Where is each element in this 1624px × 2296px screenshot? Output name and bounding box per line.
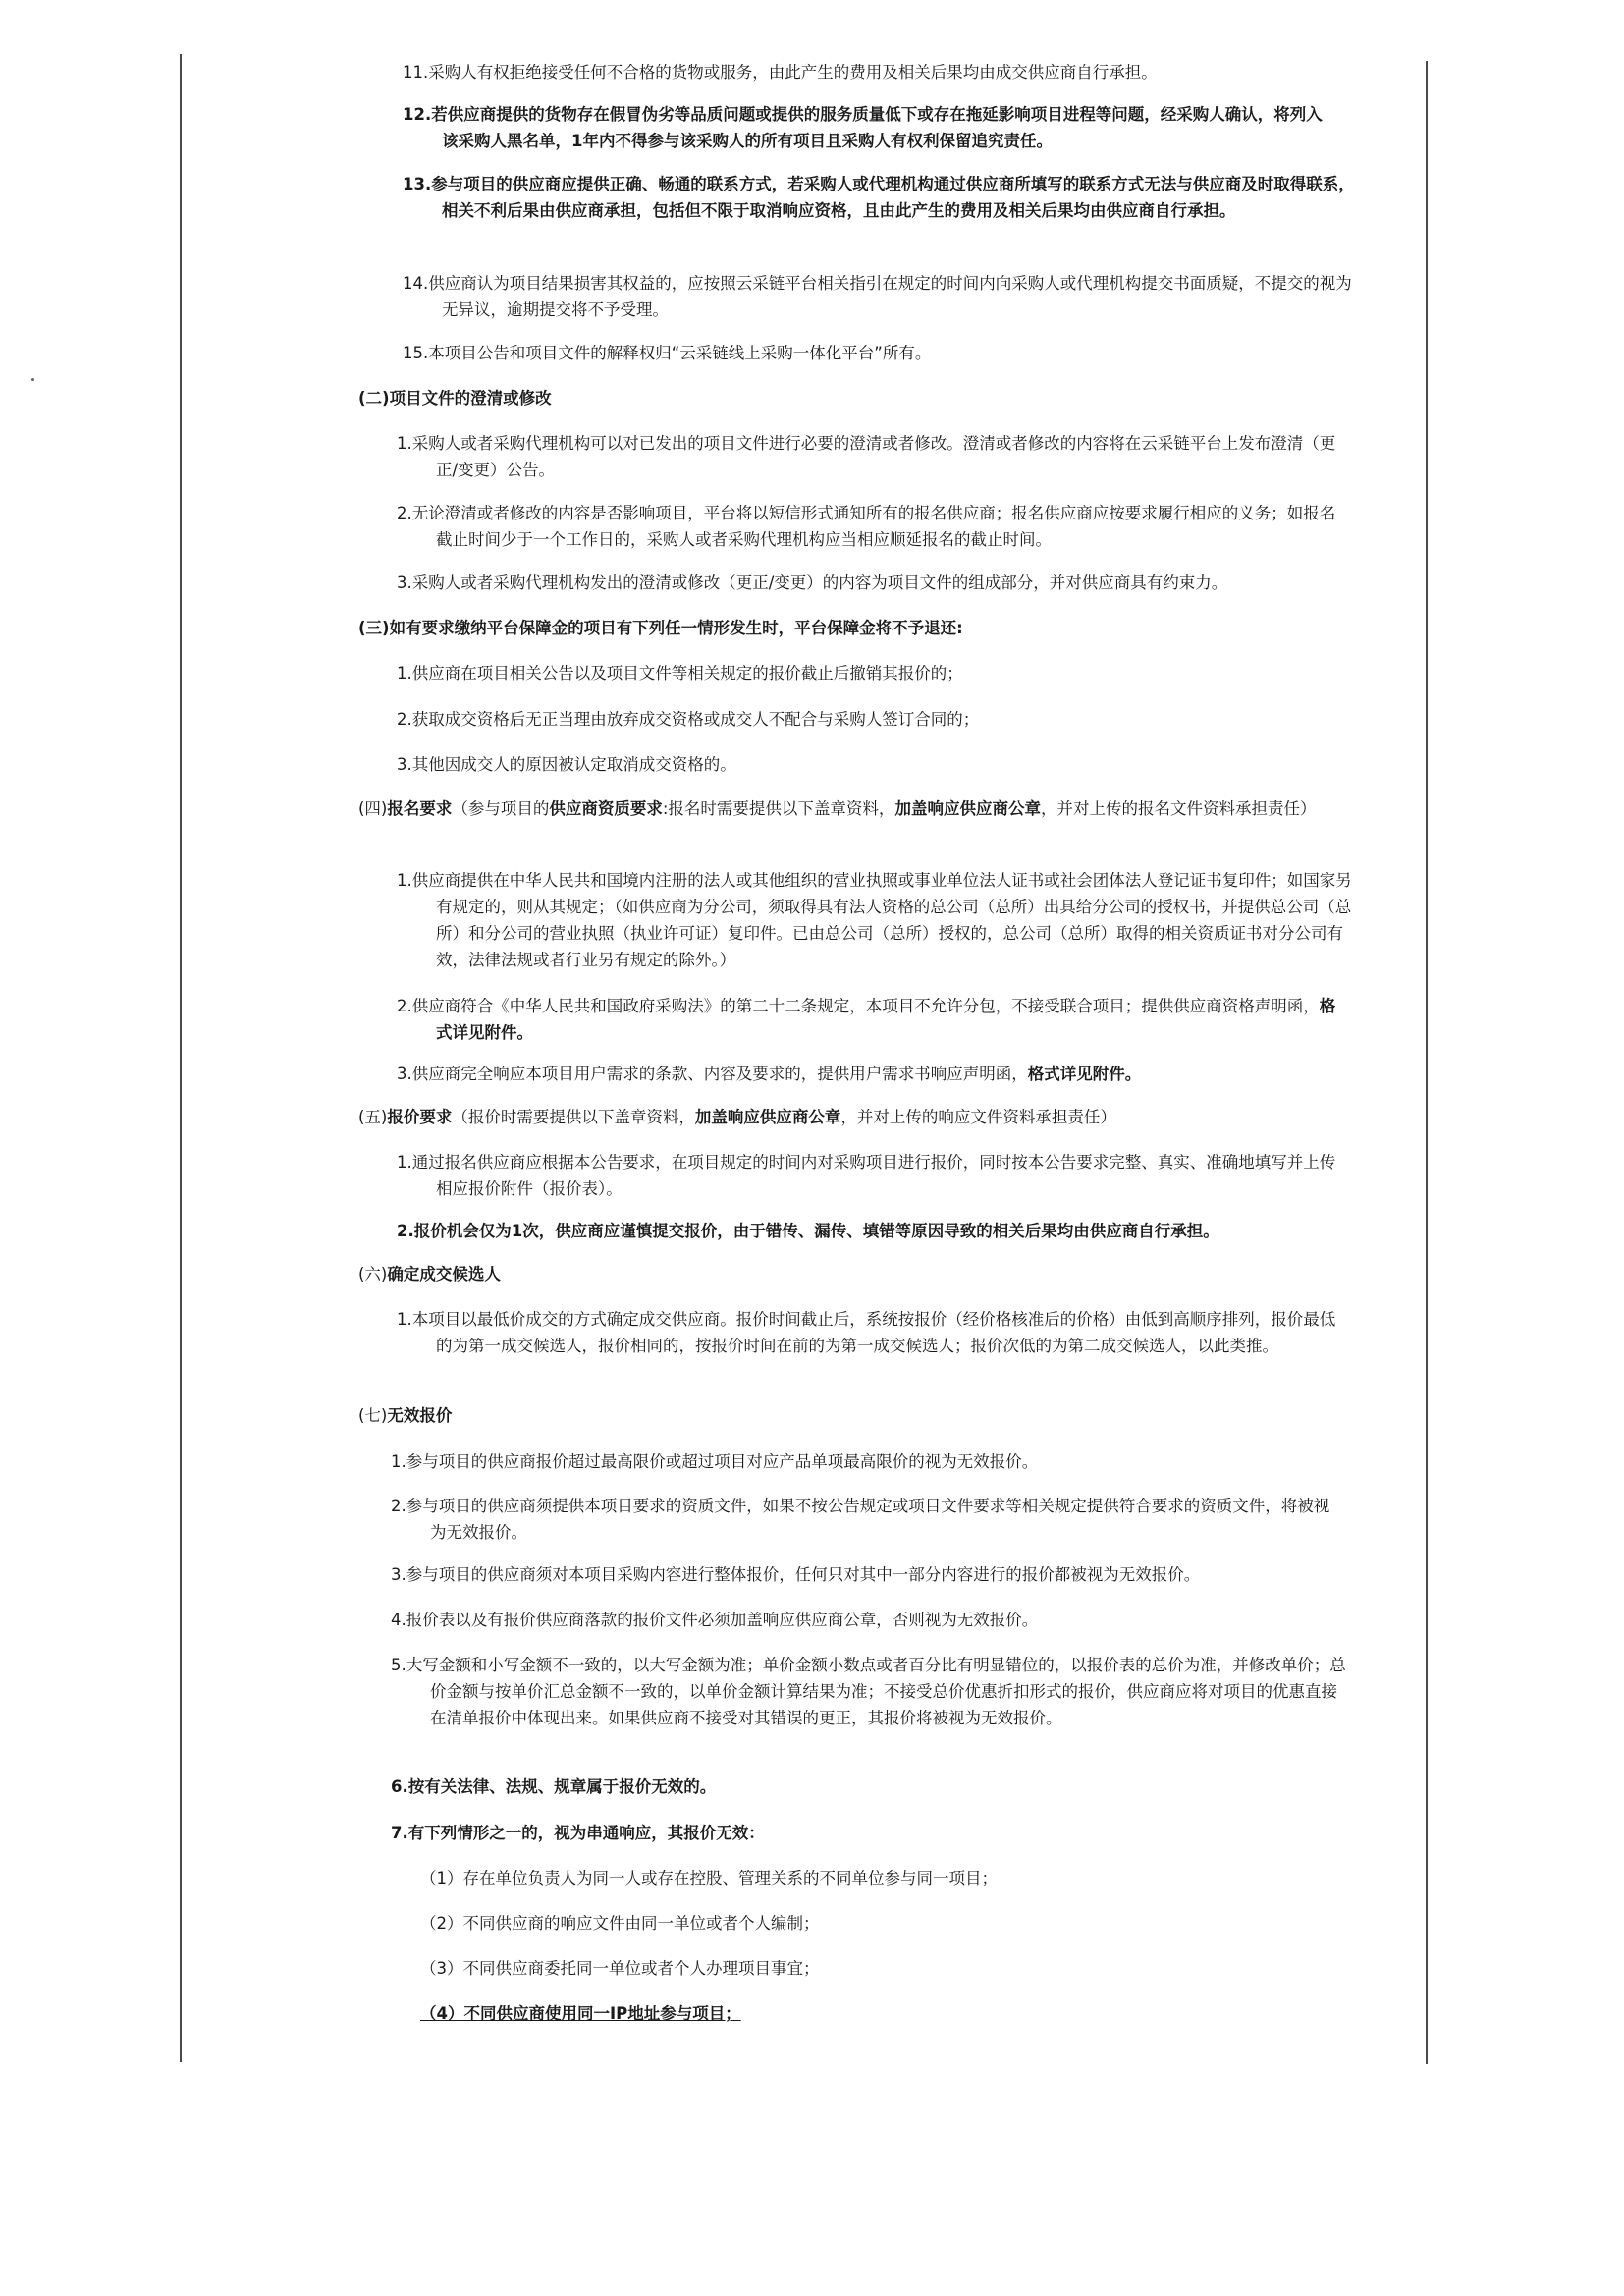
general-item-14 (403, 270, 1355, 323)
section-7-heading (358, 1402, 1242, 1429)
s7-item-5 (391, 1652, 1348, 1731)
s7-sub-item-2: （2）不同供应商的响应文件由同一单位或者个人编制； (420, 1914, 820, 1933)
s7-item-2 (391, 1493, 1343, 1546)
item-number: 12. (403, 105, 432, 124)
item-number: 2. (391, 1497, 406, 1515)
item-number: 11. (403, 63, 429, 82)
item-number: 13. (403, 175, 432, 193)
item-text: 大写金额和小写金额不一致的，以大写金额为准；单价金额小数点或者百分比有明显错位的，以报价表的总价为准，并修改单价；总价金额与按单价汇总金额不一致的，以单价金额计算结果为准；不接受总价优惠折扣形式的报价，供应商应将对项目的优惠直接在清单报价中体现出来。如果供应商不接受对其错误的更正，其报价将被视为无效报价。 (406, 1656, 1346, 1727)
s7-sub-item-1: （1）存在单位负责人为同一人或存在控股、管理关系的不同单位参与同一项目； (420, 1869, 998, 1887)
s7-item-4 (391, 1607, 1314, 1633)
section-label: (六) (358, 1265, 388, 1284)
item-number: 1. (397, 434, 412, 453)
item-number: 1. (397, 871, 412, 890)
section-4-heading (358, 795, 1338, 822)
item-text: 供应商提供在中华人民共和国境内注册的法人或其他组织的营业执照或事业单位法人证书或社会团体法人登记证书复印件；如国家另有规定的，则从其规定；（如供应商为分公司，须取得具有法人资格的总公司（总所）出具给分公司的授权书，并提供总公司（总所）和分公司的营业执照（执业许可证）复印件。已由总公司（总所）授权的，总公司（总所）取得的相关资质证书对分公司有效，法律法规或者行业另有规定的除外。） (411, 871, 1352, 969)
item-text: 供应商在项目相关公告以及项目文件等相关规定的报价截止后撤销其报价的； (411, 664, 963, 683)
item-text: 供应商认为项目结果损害其权益的，应按照云采链平台相关指引在规定的时间内向采购人或代理机构提交书面质疑，不提交的视为无异议，逾期提交将不予受理。 (428, 274, 1352, 319)
general-item-15 (403, 340, 1316, 366)
section-3-heading: (三)如有要求缴纳平台保障金的项目有下列任一情形发生时，平台保障金将不予退还: (358, 619, 963, 637)
item-text: 参与项目的供应商须提供本项目要求的资质文件，如果不按公告规定或项目文件要求等相关规定提供符合要求的资质文件，将被视为无效报价。 (406, 1497, 1330, 1542)
item-bold-text: 格式详见附件。 (1027, 1065, 1142, 1083)
item-number: 2. (397, 504, 412, 522)
s4-item-1 (397, 867, 1354, 973)
item-text: 无论澄清或者修改的内容是否影响项目，平台将以短信形式通知所有的报名供应商；报名供应商应按要求履行相应的义务；如报名截止时间少于一个工作日的，采购人或者采购代理机构应当相应顺延报名的截止时间。 (411, 504, 1336, 549)
item-number: 1. (397, 1153, 412, 1172)
general-item-13 (403, 171, 1355, 224)
general-item-11 (403, 59, 1335, 85)
s7-item-6: 6.按有关法律、法规、规章属于报价无效的。 (391, 1777, 717, 1796)
item-number: 1. (391, 1452, 406, 1471)
item-text: 采购人或者采购代理机构可以对已发出的项目文件进行必要的澄清或者修改。澄清或者修改的内容将在云采链平台上发布澄清（更正/变更）公告。 (411, 434, 1336, 479)
item-number: 1. (397, 664, 412, 683)
s2-item-2 (397, 500, 1339, 553)
item-number: 5. (391, 1656, 406, 1674)
section-title: 报名要求 (387, 799, 453, 818)
s3-item-1 (397, 660, 1300, 686)
item-text: 报价表以及有报价供应商落款的报价文件必须加盖响应供应商公章，否则视为无效报价。 (406, 1611, 1039, 1629)
s5-item-2 (397, 1218, 1339, 1244)
item-text: 供应商符合《中华人民共和国政府采购法》的第二十二条规定，本项目不允许分包，不接受联合项目；提供供应商资格声明函， (411, 997, 1320, 1015)
section-2-heading: (二)项目文件的澄清或修改 (358, 389, 552, 408)
item-number: 3. (397, 574, 412, 592)
item-text: 本项目公告和项目文件的解释权归“云采链线上采购一体化平台”所有。 (428, 344, 932, 362)
s2-item-1 (397, 430, 1339, 483)
item-text: 其他因成交人的原因被认定取消成交资格的。 (411, 755, 736, 774)
s3-item-2 (397, 706, 1300, 733)
item-number: 3. (397, 1065, 412, 1083)
s7-item-3 (391, 1561, 1324, 1588)
item-text: 报价机会仅为1次，供应商应谨慎提交报价，由于错传、漏传、填错等原因导致的相关后果均由供应商自行承担。 (413, 1222, 1219, 1240)
s7-sub-item-4: （4）不同供应商使用同一IP地址参与项目； (420, 2004, 741, 2023)
item-number: 4. (391, 1611, 406, 1629)
s4-item-3 (397, 1061, 1329, 1087)
s2-item-3 (397, 570, 1329, 596)
item-number: 2. (397, 1222, 414, 1240)
item-text: 采购人或者采购代理机构发出的澄清或修改（更正/变更）的内容为项目文件的组成部分，并对供应商具有约束力。 (411, 574, 1228, 592)
intro-text: :报名时需要提供以下盖章资料， (662, 799, 895, 818)
item-text: 参与项目的供应商报价超过最高限价或超过项目对应产品单项最高限价的视为无效报价。 (406, 1452, 1039, 1471)
item-number: 3. (391, 1565, 406, 1584)
item-number: 3. (397, 755, 412, 774)
item-bold-text: 格式详见附件。 (436, 997, 1336, 1042)
item-number: 2. (397, 710, 412, 729)
intro-text: （参与项目的 (452, 799, 550, 818)
section-label: (四) (358, 799, 388, 818)
intro-text: ，并对上传的响应文件资料承担责任） (840, 1108, 1116, 1126)
item-text: 本项目以最低价成交的方式确定成交供应商。报价时间截止后，系统按报价（经价格核准后的价格）由低到高顺序排列，报价最低的为第一成交候选人，报价相同的，按报价时间在前的为第一成交候选人；报价次低的为第二成交候选人，以此类推。 (411, 1310, 1336, 1355)
s7-item-7: 7.有下列情形之一的，视为串通响应，其报价无效： (391, 1824, 765, 1842)
item-text: 供应商完全响应本项目用户需求的条款、内容及要求的，提供用户需求书响应声明函， (411, 1065, 1028, 1083)
intro-text: （报价时需要提供以下盖章资料， (452, 1108, 695, 1126)
item-number: 1. (397, 1310, 412, 1329)
section-title: 确定成交候选人 (387, 1265, 501, 1284)
item-text: 若供应商提供的货物存在假冒伪劣等品质问题或提供的服务质量低下或存在拖延影响项目进程等问题，经采购人确认，将列入该采购人黑名单，1年内不得参与该采购人的所有项目且采购人有权利保留追究责任。 (431, 105, 1323, 150)
item-number: 14. (403, 274, 429, 293)
section-title: 无效报价 (387, 1406, 453, 1425)
general-item-12 (403, 101, 1330, 154)
intro-bold: 供应商资质要求 (549, 799, 663, 818)
s6-item-1 (397, 1306, 1349, 1359)
s5-item-1 (397, 1149, 1344, 1202)
item-text: 参与项目的供应商应提供正确、畅通的联系方式，若采购人或代理机构通过供应商所填写的联系方式无法与供应商及时取得联系，相关不利后果由供应商承担，包括但不限于取消响应资格，且由此产生的费用及相关后果均由供应商自行承担。 (431, 175, 1355, 220)
item-text: 参与项目的供应商须对本项目采购内容进行整体报价，任何只对其中一部分内容进行的报价都被视为无效报价。 (406, 1565, 1201, 1584)
section-5-heading (358, 1104, 1340, 1130)
s3-item-3 (397, 751, 1300, 778)
section-label: (七) (358, 1406, 388, 1425)
s7-sub-item-3: （3）不同供应商委托同一单位或者个人办理项目事宜； (420, 1959, 820, 1978)
section-6-heading (358, 1261, 1242, 1287)
item-number: 2. (397, 997, 412, 1015)
item-text: 获取成交资格后无正当理由放弃成交资格或成交人不配合与采购人签订合同的； (411, 710, 980, 729)
intro-bold: 加盖响应供应商公章 (894, 799, 1041, 818)
section-title: 报价要求 (387, 1108, 453, 1126)
s7-item-1 (391, 1449, 1314, 1475)
section-label: (五) (358, 1108, 388, 1126)
intro-bold: 加盖响应供应商公章 (694, 1108, 841, 1126)
intro-text: ，并对上传的报名文件资料承担责任） (1040, 799, 1317, 818)
item-text: 通过报名供应商应根据本公告要求，在项目规定的时间内对采购项目进行报价，同时按本公告要求完整、真实、准确地填写并上传相应报价附件（报价表）。 (411, 1153, 1336, 1198)
s4-item-2 (397, 993, 1344, 1046)
item-number: 15. (403, 344, 429, 362)
item-text: 采购人有权拒绝接受任何不合格的货物或服务，由此产生的费用及相关后果均由成交供应商自行承担。 (428, 63, 1158, 82)
